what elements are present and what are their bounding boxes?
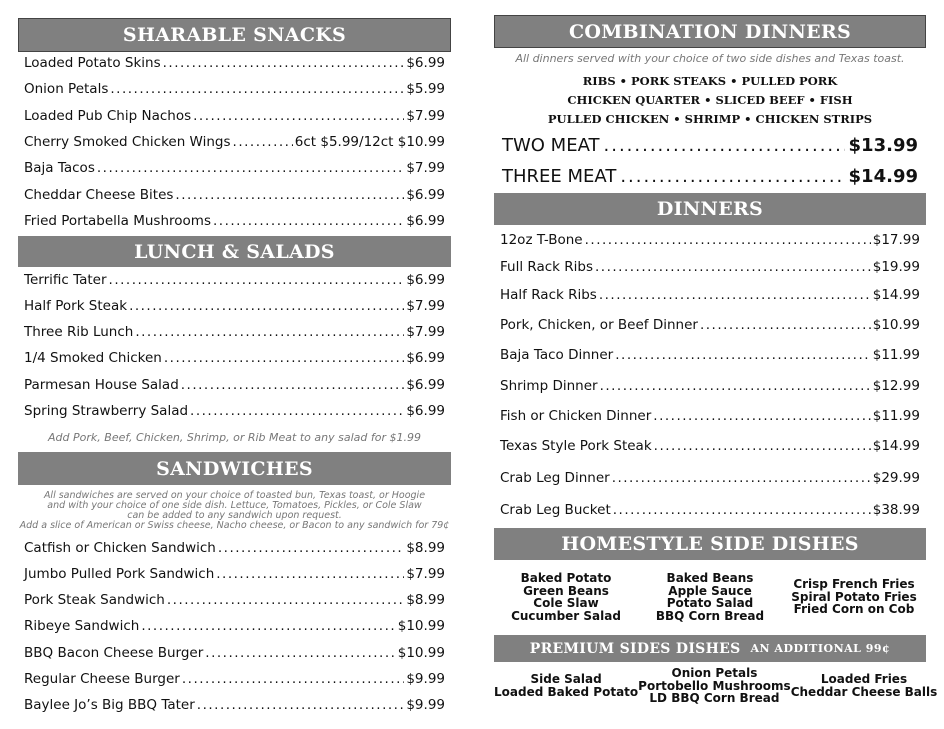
meat-line: PULLED CHICKEN • SHRIMP • CHICKEN STRIPS	[547, 112, 873, 126]
homestyle-sides-title: HOMESTYLE SIDE DISHES	[561, 533, 859, 555]
item-price: $9.99	[406, 697, 445, 713]
item-price: $5.99	[406, 81, 445, 97]
item-price: $17.99	[872, 232, 920, 248]
menu-item	[24, 81, 445, 97]
item-name: Full Rack Ribs	[500, 259, 593, 275]
item-price: $29.99	[872, 470, 920, 486]
item-name: Texas Style Pork Steak	[500, 438, 652, 454]
item-price: $7.99	[406, 160, 445, 176]
item-name: Three Rib Lunch	[24, 324, 134, 340]
item-price: $8.99	[406, 592, 445, 608]
item-price: $10.99	[397, 618, 445, 634]
item-price: $10.99	[397, 645, 445, 661]
item-name: Baylee Jo’s Big BBQ Tater	[24, 697, 195, 713]
menu-item	[500, 232, 920, 248]
item-name: Crab Leg Bucket	[500, 502, 611, 518]
menu-item	[24, 298, 445, 314]
side-item: Baked Beans	[666, 571, 754, 585]
item-price: $7.99	[406, 108, 445, 124]
item-name: Fried Portabella Mushrooms	[24, 213, 211, 229]
menu-item	[500, 438, 920, 454]
side-column	[638, 667, 791, 705]
sandwich-note	[18, 491, 451, 531]
premium-sides-list	[494, 666, 938, 705]
item-price: $6.99	[406, 213, 445, 229]
item-price: $14.99	[872, 438, 920, 454]
sharable-snacks-title: SHARABLE SNACKS	[122, 24, 347, 46]
menu-item	[24, 187, 445, 203]
meat-line: RIBS • PORK STEAKS • PULLED PORK	[582, 74, 838, 88]
menu-item	[24, 645, 445, 661]
combo-option	[502, 135, 918, 156]
premium-sides-header	[494, 635, 926, 662]
menu-item	[24, 272, 445, 288]
homestyle-sides-header	[494, 528, 926, 560]
menu-item	[24, 213, 445, 229]
dinners-title: DINNERS	[656, 198, 764, 220]
item-name: Cherry Smoked Chicken Wings	[24, 134, 231, 150]
menu-item	[24, 618, 445, 634]
sandwiches-header	[18, 452, 451, 485]
item-name: Baja Taco Dinner	[500, 347, 614, 363]
side-item: Loaded Fries	[820, 672, 908, 686]
item-price: $19.99	[872, 259, 920, 275]
item-price: $9.99	[406, 671, 445, 687]
menu-item	[500, 502, 920, 518]
item-name: Pork, Chicken, or Beef Dinner	[500, 317, 698, 333]
menu-item	[500, 347, 920, 363]
sharable-snacks-header	[18, 18, 451, 52]
combo-name: THREE MEAT	[502, 166, 617, 187]
item-name: Shrimp Dinner	[500, 378, 598, 394]
homestyle-sides-list	[494, 572, 926, 622]
item-price: $38.99	[872, 502, 920, 518]
combo-price: $13.99	[848, 135, 918, 156]
side-item: Potato Salad	[666, 596, 754, 610]
item-name: 12oz T-Bone	[500, 232, 583, 248]
menu-item	[24, 377, 445, 393]
combo-name: TWO MEAT	[502, 135, 600, 156]
item-name: Cheddar Cheese Bites	[24, 187, 174, 203]
menu-item	[500, 408, 920, 424]
premium-sides-title: PREMIUM SIDES DISHES	[529, 640, 741, 657]
menu-item	[24, 324, 445, 340]
item-name: Parmesan House Salad	[24, 377, 179, 393]
item-price: $6.99	[406, 187, 445, 203]
item-price: $10.99	[872, 317, 920, 333]
item-price: $6.99	[406, 403, 445, 419]
meat-choices	[494, 72, 926, 129]
side-item: Apple Sauce	[668, 583, 752, 598]
combo-option	[502, 166, 918, 187]
side-item: Onion Petals	[671, 666, 758, 680]
side-item: Cole Slaw	[533, 596, 599, 610]
item-name: Fish or Chicken Dinner	[500, 408, 652, 424]
menu-item	[500, 259, 920, 275]
item-price: $11.99	[872, 347, 920, 363]
item-price: $14.99	[872, 287, 920, 303]
item-name: Loaded Potato Skins	[24, 55, 161, 71]
menu-item	[24, 540, 445, 556]
side-item: Cucumber Salad	[511, 608, 621, 623]
side-column	[791, 667, 938, 705]
menu-item	[24, 350, 445, 366]
sandwich-note-line: Add a slice of American or Swiss cheese, Nacho cheese, or Bacon to any sandwich for 79¢	[19, 520, 450, 531]
item-price: $12.99	[872, 378, 920, 394]
combo-price: $14.99	[848, 166, 918, 187]
side-item: Loaded Baked Potato	[494, 684, 639, 699]
item-name: Catfish or Chicken Sandwich	[24, 540, 216, 556]
item-name: Half Pork Steak	[24, 298, 128, 314]
item-name: Baja Tacos	[24, 160, 95, 176]
side-item: Baked Potato	[520, 571, 612, 585]
item-name: Crab Leg Dinner	[500, 470, 610, 486]
sandwiches-title: SANDWICHES	[156, 457, 313, 480]
menu-item	[24, 592, 445, 608]
sandwich-note-line: All sandwiches are served on your choice of toasted bun, Texas toast, or Hoogie	[43, 490, 426, 501]
item-price: $7.99	[406, 298, 445, 314]
item-price: $6.99	[406, 55, 445, 71]
item-name: Loaded Pub Chip Nachos	[24, 108, 192, 124]
item-price: $7.99	[406, 324, 445, 340]
menu-item	[24, 160, 445, 176]
menu-item	[24, 697, 445, 713]
side-item: Crisp French Fries	[793, 577, 915, 591]
side-item: BBQ Corn Bread	[655, 608, 765, 623]
meat-line: CHICKEN QUARTER • SLICED BEEF • FISH	[567, 93, 853, 107]
salad-addon-note: Add Pork, Beef, Chicken, Shrimp, or Rib Meat to any salad for $1.99	[48, 431, 421, 444]
menu-item	[24, 134, 445, 150]
sandwich-note-line: and with your choice of one side dish. Lettuce, Tomatoes, Pickles, or Cole Slaw	[47, 500, 422, 511]
item-name: Regular Cheese Burger	[24, 671, 180, 687]
menu-item	[500, 470, 920, 486]
menu-item	[24, 55, 445, 71]
item-price: $7.99	[406, 566, 445, 582]
item-price: $8.99	[406, 540, 445, 556]
combination-dinners-header	[494, 15, 926, 48]
item-name: BBQ Bacon Cheese Burger	[24, 645, 204, 661]
item-name: Spring Strawberry Salad	[24, 403, 189, 419]
side-item: Green Beans	[523, 583, 609, 598]
lunch-salads-header	[18, 236, 451, 267]
item-price: $11.99	[872, 408, 920, 424]
item-name: Jumbo Pulled Pork Sandwich	[24, 566, 215, 582]
combination-note: All dinners served with your choice of two side dishes and Texas toast.	[515, 52, 905, 65]
menu-item	[500, 287, 920, 303]
side-column	[782, 572, 926, 622]
menu-item	[24, 108, 445, 124]
side-item: Portobello Mushrooms	[638, 678, 791, 693]
menu-item	[24, 671, 445, 687]
combination-dinners-title: COMBINATION DINNERS	[568, 20, 852, 43]
side-column	[638, 572, 782, 622]
side-item: Spiral Potato Fries	[791, 589, 917, 604]
menu-item	[24, 403, 445, 419]
item-price: $6.99	[406, 350, 445, 366]
menu-item	[500, 378, 920, 394]
side-item: Side Salad	[530, 672, 602, 686]
menu-item	[500, 317, 920, 333]
sandwich-note-line: can be added to any sandwich upon request.	[127, 510, 342, 521]
lunch-salads-title: LUNCH & SALADS	[134, 240, 335, 263]
menu-item	[24, 566, 445, 582]
side-item: Fried Corn on Cob	[793, 602, 915, 616]
premium-sides-subtitle: AN ADDITIONAL 99¢	[750, 642, 891, 655]
dinners-header	[494, 193, 926, 225]
item-name: 1/4 Smoked Chicken	[24, 350, 162, 366]
item-name: Terrific Tater	[24, 272, 107, 288]
item-name: Onion Petals	[24, 81, 109, 97]
side-item: Cheddar Cheese Balls	[790, 684, 938, 699]
item-price: 6ct $5.99/12ct $10.99	[294, 134, 445, 150]
item-name: Pork Steak Sandwich	[24, 592, 165, 608]
item-name: Half Rack Ribs	[500, 287, 597, 303]
side-column	[494, 667, 638, 705]
item-price: $6.99	[406, 272, 445, 288]
side-item: LD BBQ Corn Bread	[649, 691, 780, 705]
side-column	[494, 572, 638, 622]
item-name: Ribeye Sandwich	[24, 618, 140, 634]
item-price: $6.99	[406, 377, 445, 393]
